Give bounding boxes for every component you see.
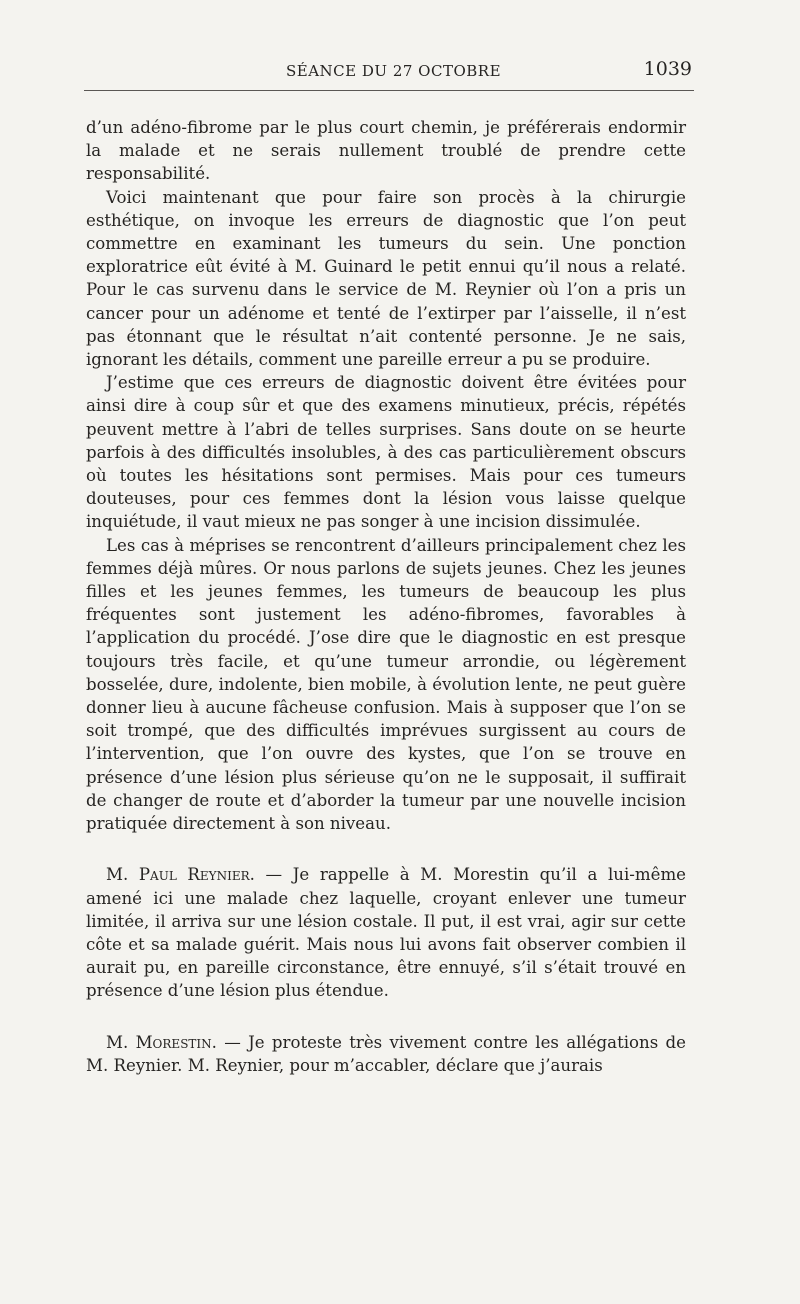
speech-text: — Je rappelle à M. Morestin qu’il a lui-même amené ici une malade chez laquelle, croyant enlever une tumeur limitée, il arriva sur une lésion costale. Il put, il est vrai, agir sur cette côte et sa malade guérit. Mais nous lui avons fait observer combien il aurait pu, en pareille circonstance, être ennuyé, s’il s’était trouvé en présence d’une lésion plus étendue. — [86, 865, 687, 1001]
speech-morestin — [86, 1031, 686, 1077]
paragraph: d’un adéno-fibrome par le plus court chemin, je préférerais endormir la malade et ne serais nullement troublé de prendre cette responsabilité. — [86, 118, 686, 184]
page-number: 1039 — [643, 58, 692, 80]
running-header — [84, 56, 694, 91]
paragraph: Les cas à méprises se rencontrent d’ailleurs principalement chez les femmes déjà mûres. Or nous parlons de sujets jeunes. Chez les jeunes filles et les jeunes femmes, les tumeurs de beaucoup les plus fréquentes sont justement les adéno-fibromes, favorables à l’application du procédé. J’ose dire que le diagnostic en est presque toujours très facile, et qu’une tumeur arrondie, ou légèrement bosselée, dure, indolente, bien mobile, à évolution lente, ne peut guère donner lieu à aucune fâcheuse confusion. Mais à supposer que l’on se soit trompé, que des difficultés imprévues surgissent au cours de l’intervention, que l’on ouvre des kystes, que l’on se trouve en présence d’une lésion plus sérieuse qu’on ne le supposait, il suffirait de changer de route et d’aborder la tumeur par une nouvelle incision pratiquée directement à son niveau. — [86, 535, 686, 834]
header-title: SÉANCE DU 27 OCTOBRE — [286, 62, 502, 80]
speaker-name: M. Paul Reynier. — [106, 865, 255, 885]
paragraph: Voici maintenant que pour faire son procès à la chirurgie esthétique, on invoque les erreurs de diagnostic que l’on peut commettre en examinant les tumeurs du sein. Une ponction exploratrice eût évité à M. Guinard le petit ennui qu’il nous a relaté. Pour le cas survenu dans le service de M. Reynier où l’on a pris un cancer pour un adénome et tenté de l’extirper par l’aisselle, il n’est pas étonnant que le résultat n’ait contenté personne. Je ne sais, ignorant les détails, comment une pareille erreur a pu se produire. — [86, 187, 686, 370]
body-text — [86, 116, 686, 1077]
paragraph: J’estime que ces erreurs de diagnostic doivent être évitées pour ainsi dire à coup sûr et que des examens minutieux, précis, répétés peuvent mettre à l’abri de telles surprises. Sans doute on se heurte parfois à des difficultés insolubles, à des cas particulièrement obscurs où toutes les hésitations sont permises. Mais pour ces tumeurs douteuses, pour ces femmes dont la lésion vous laisse quelque inquiétude, il vaut mieux ne pas songer à une incision dissimulée. — [86, 373, 686, 532]
speech-reynier — [86, 863, 686, 1002]
speech-text: — Je proteste très vivement contre les allégations de M. Reynier. M. Reynier, pour m’accabler, déclare que j’aurais — [86, 1032, 686, 1075]
speaker-name: M. Morestin. — [106, 1032, 217, 1052]
